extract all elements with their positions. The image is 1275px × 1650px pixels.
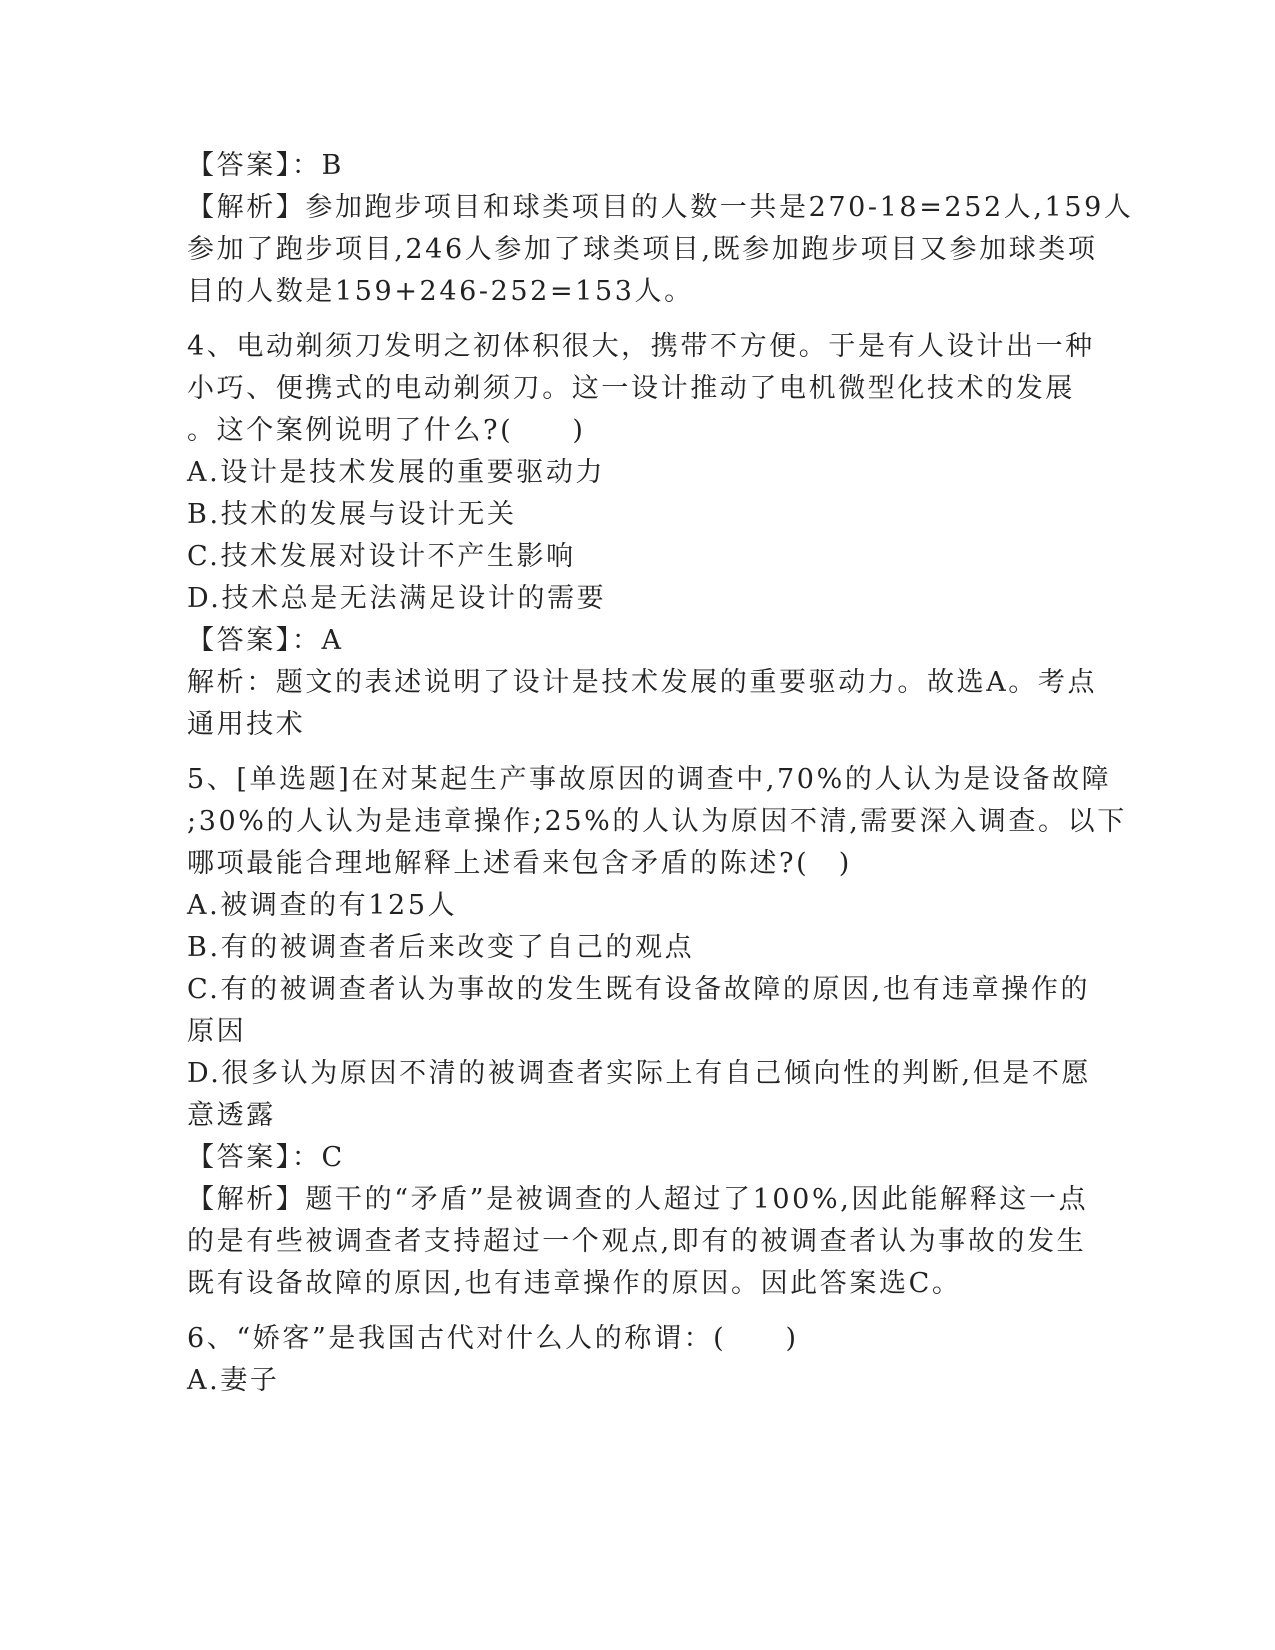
analysis-line: 目的人数是159+246-252=153人。 (187, 276, 694, 307)
question-gap (187, 746, 1087, 759)
analysis-line: 既有设备故障的原因,也有违章操作的原因。因此答案选C。 (187, 1268, 962, 1299)
option-c: C.技术发展对设计不产生影响 (187, 541, 576, 572)
option-a: A.妻子 (187, 1365, 280, 1396)
option-b: B.有的被调查者后来改变了自己的观点 (187, 932, 695, 963)
question-stem-line: ;30%的人认为是违章操作;25%的人认为原因不清,需要深入调查。以下 (187, 806, 1127, 837)
document-page (187, 145, 1134, 1402)
option-a: A.被调查的有125人 (187, 890, 458, 921)
question-stem-line: 6、“娇客”是我国古代对什么人的称谓：( ) (187, 1323, 799, 1354)
answer-line: 【答案】：C (187, 1142, 345, 1173)
option-c-continued: 原因 (187, 1016, 247, 1047)
answer-line: 【答案】：A (187, 625, 344, 656)
option-c: C.有的被调查者认为事故的发生既有设备故障的原因,也有违章操作的 (187, 974, 1091, 1005)
question-stem-line: 4、电动剃须刀发明之初体积很大，携带不方便。于是有人设计出一种 (187, 331, 1095, 362)
answer-line: 【答案】：B (187, 150, 344, 181)
question-gap (187, 1305, 1087, 1318)
option-a: A.设计是技术发展的重要驱动力 (187, 457, 606, 488)
question-3-tail (187, 145, 1134, 313)
question-6 (187, 1318, 1087, 1402)
analysis-line: 解析：题文的表述说明了设计是技术发展的重要驱动力。故选A。考点 (187, 667, 1098, 698)
question-gap (187, 313, 1087, 326)
question-4 (187, 326, 1098, 746)
question-stem-line: 。这个案例说明了什么?( ) (187, 415, 586, 446)
analysis-line: 【解析】题干的“矛盾”是被调查的人超过了100%,因此能解释这一点 (187, 1184, 1089, 1215)
analysis-line: 通用技术 (187, 709, 306, 740)
option-d: D.技术总是无法满足设计的需要 (187, 583, 607, 614)
question-stem-line: 哪项最能合理地解释上述看来包含矛盾的陈述?( ) (187, 848, 852, 879)
question-5 (187, 759, 1127, 1305)
question-stem-line: 5、[单选题]在对某起生产事故原因的调查中,70%的人认为是设备故障 (187, 764, 1112, 795)
option-d-continued: 意透露 (187, 1100, 276, 1131)
option-b: B.技术的发展与设计无关 (187, 499, 517, 530)
analysis-line: 参加了跑步项目,246人参加了球类项目,既参加跑步项目又参加球类项 (187, 234, 1098, 265)
question-stem-line: 小巧、便携式的电动剃须刀。这一设计推动了电机微型化技术的发展 (187, 373, 1075, 404)
analysis-line: 【解析】参加跑步项目和球类项目的人数一共是270-18=252人,159人 (187, 192, 1134, 223)
analysis-line: 的是有些被调查者支持超过一个观点,即有的被调查者认为事故的发生 (187, 1226, 1087, 1257)
option-d: D.很多认为原因不清的被调查者实际上有自己倾向性的判断,但是不愿 (187, 1058, 1092, 1089)
